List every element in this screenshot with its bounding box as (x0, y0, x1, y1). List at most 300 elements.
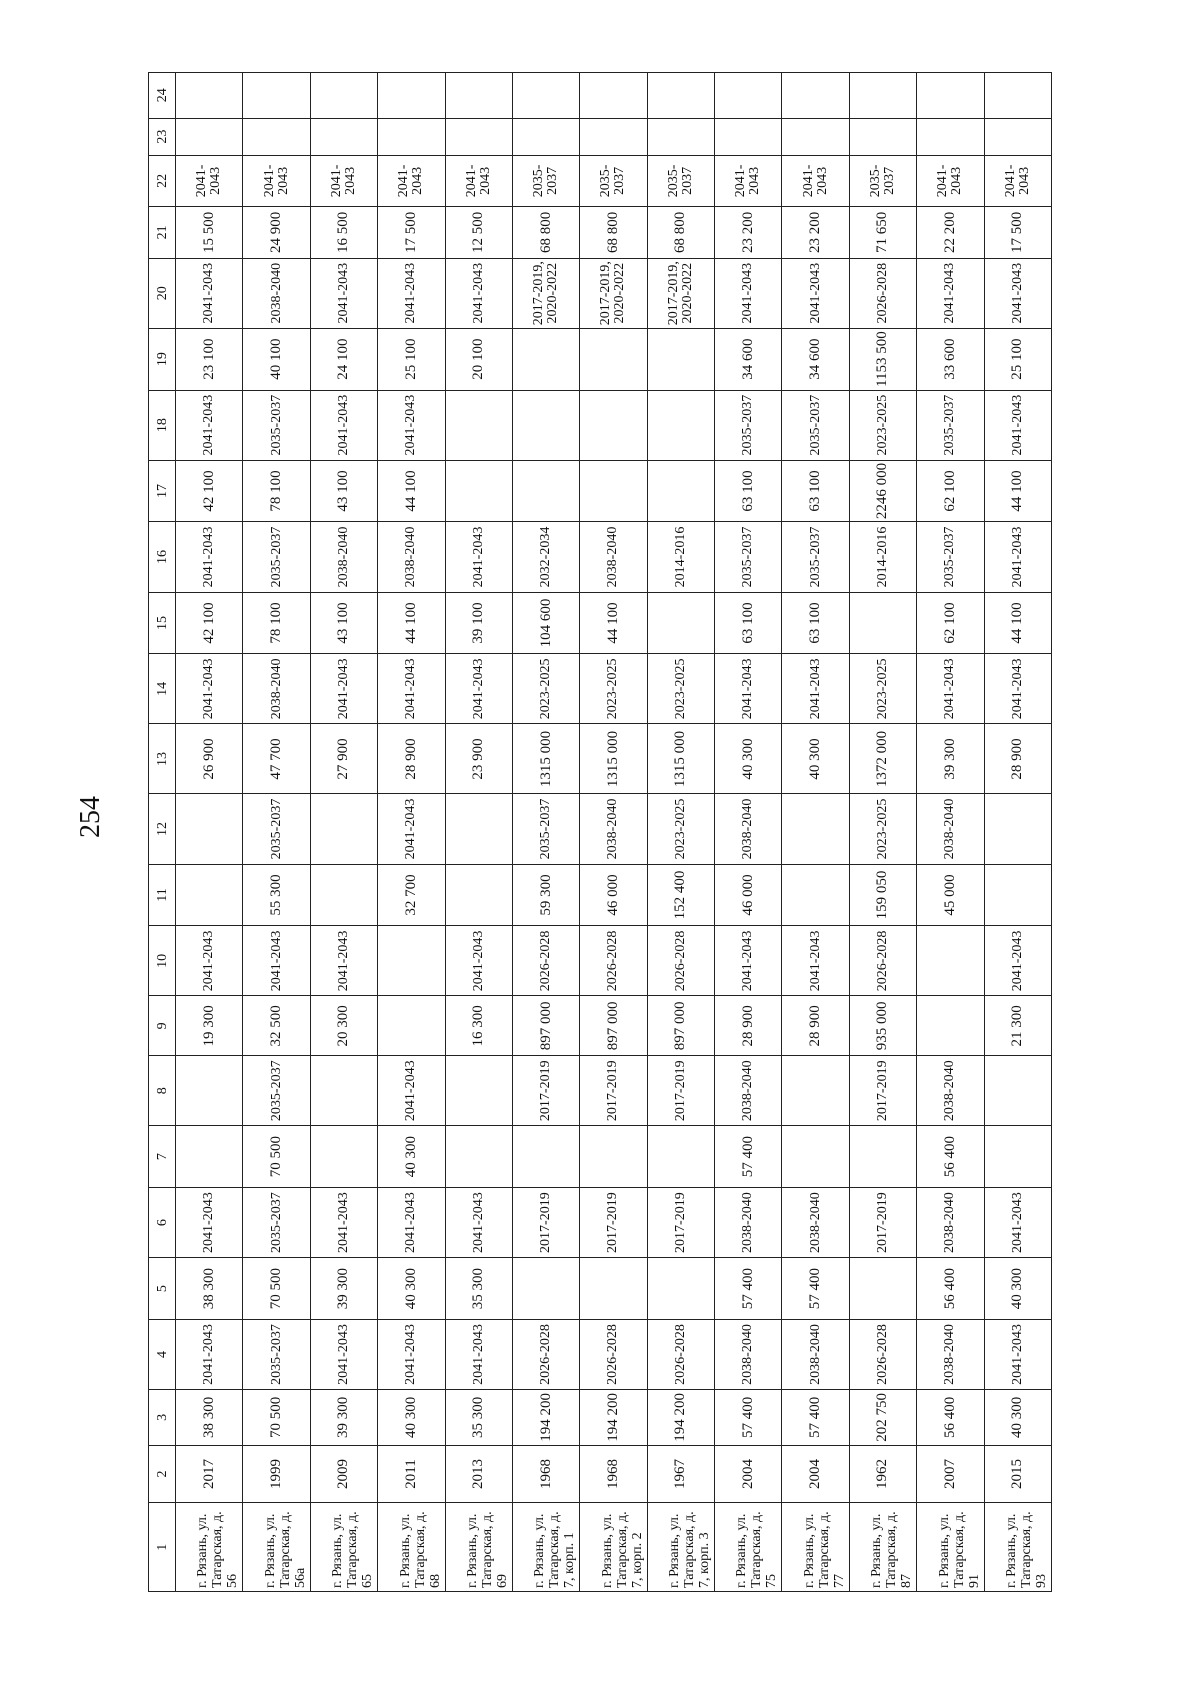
period-cell: 2032-2034 (512, 522, 579, 592)
value-cell: 78 100 (243, 592, 310, 654)
value-cell: 46 000 (580, 864, 647, 926)
period-cell (176, 794, 243, 864)
period-cell: 2041-2043 (984, 155, 1052, 207)
period-cell: 2038-2040 (580, 794, 647, 864)
period-cell: 2041-2043 (176, 1188, 243, 1258)
period-cell (849, 73, 916, 119)
period-cell: 2035-2037 (715, 390, 782, 460)
period-cell: 2017-2019, 2020-2022 (512, 258, 579, 328)
value-cell: 78 100 (243, 460, 310, 522)
period-cell: 2041-2043 (310, 155, 377, 207)
period-cell (512, 73, 579, 119)
period-cell: 2041-2043 (984, 522, 1052, 592)
address-cell: г. Рязань, ул. Татарская, д. 77 (782, 1503, 849, 1592)
period-cell: 2035-2037 (849, 155, 916, 207)
year-cell: 1967 (647, 1445, 714, 1503)
value-cell: 42 100 (176, 592, 243, 654)
value-cell: 44 100 (984, 592, 1052, 654)
period-cell: 2041-2043 (243, 926, 310, 996)
period-cell: 2026-2028 (580, 926, 647, 996)
value-cell: 57 400 (782, 1390, 849, 1446)
value-cell: 35 300 (445, 1390, 512, 1446)
value-cell: 44 100 (378, 592, 445, 654)
value-cell: 104 600 (512, 592, 579, 654)
period-cell: 2041-2043 (378, 1056, 445, 1126)
period-cell: 2017-2019 (580, 1188, 647, 1258)
period-cell: 2014-2016 (849, 522, 916, 592)
period-cell: 2041-2043 (782, 258, 849, 328)
value-cell: 43 100 (310, 460, 377, 522)
value-cell: 32 500 (243, 996, 310, 1056)
value-cell: 57 400 (782, 1258, 849, 1320)
value-cell: 12 500 (445, 207, 512, 259)
year-cell: 1999 (243, 1445, 310, 1503)
value-cell: 2246 000 (849, 460, 916, 522)
value-cell: 40 300 (378, 1258, 445, 1320)
period-cell: 2038-2040 (715, 1056, 782, 1126)
period-cell: 2035-2037 (580, 155, 647, 207)
value-cell: 62 100 (917, 592, 984, 654)
period-cell: 2041-2043 (445, 155, 512, 207)
value-cell: 32 700 (378, 864, 445, 926)
period-cell: 2035-2037 (917, 522, 984, 592)
period-cell: 2041-2043 (176, 390, 243, 460)
value-cell: 16 300 (445, 996, 512, 1056)
period-cell: 2026-2028 (849, 258, 916, 328)
period-cell (984, 794, 1052, 864)
value-cell (647, 1258, 714, 1320)
column-number-header: 21 (149, 207, 176, 259)
column-number-header: 9 (149, 996, 176, 1056)
column-number-row (149, 73, 176, 1592)
value-cell (512, 328, 579, 390)
value-cell: 55 300 (243, 864, 310, 926)
column-number-header: 1 (149, 1503, 176, 1592)
value-cell: 39 300 (310, 1390, 377, 1446)
period-cell: 2017-2019, 2020-2022 (580, 258, 647, 328)
period-cell: 2014-2016 (647, 522, 714, 592)
table-row (580, 73, 647, 1592)
period-cell: 2017-2019 (512, 1188, 579, 1258)
value-cell (176, 118, 243, 155)
value-cell (849, 592, 916, 654)
table-row (445, 73, 512, 1592)
value-cell: 194 200 (580, 1390, 647, 1446)
period-cell: 2041-2043 (715, 926, 782, 996)
value-cell: 17 500 (984, 207, 1052, 259)
value-cell: 20 300 (310, 996, 377, 1056)
year-cell: 2017 (176, 1445, 243, 1503)
value-cell: 40 300 (378, 1390, 445, 1446)
value-cell: 38 300 (176, 1390, 243, 1446)
period-cell (580, 73, 647, 119)
value-cell: 159 050 (849, 864, 916, 926)
value-cell: 20 100 (445, 328, 512, 390)
period-cell: 2017-2019 (580, 1056, 647, 1126)
year-cell: 2013 (445, 1445, 512, 1503)
column-number-header: 10 (149, 926, 176, 996)
period-cell: 2041-2043 (715, 155, 782, 207)
value-cell (782, 864, 849, 926)
value-cell (782, 118, 849, 155)
table-row (647, 73, 714, 1592)
period-cell: 2041-2043 (445, 1319, 512, 1389)
column-number-header: 11 (149, 864, 176, 926)
table-row (378, 73, 445, 1592)
address-cell: г. Рязань, ул. Татарская, д. 65 (310, 1503, 377, 1592)
value-cell (512, 1126, 579, 1188)
column-number-header: 5 (149, 1258, 176, 1320)
period-cell: 2041-2043 (310, 258, 377, 328)
period-cell: 2041-2043 (243, 155, 310, 207)
period-cell: 2041-2043 (445, 258, 512, 328)
value-cell: 23 900 (445, 724, 512, 794)
period-cell (243, 73, 310, 119)
value-cell: 23 200 (782, 207, 849, 259)
period-cell: 2026-2028 (512, 926, 579, 996)
table-row (243, 73, 310, 1592)
rotated-table-container (148, 72, 1052, 1592)
value-cell: 28 900 (984, 724, 1052, 794)
period-cell: 2023-2025 (849, 390, 916, 460)
value-cell: 63 100 (715, 592, 782, 654)
value-cell: 40 300 (984, 1390, 1052, 1446)
period-cell: 2041-2043 (176, 926, 243, 996)
period-cell: 2041-2043 (917, 654, 984, 724)
period-cell: 2038-2040 (917, 794, 984, 864)
column-number-header: 4 (149, 1319, 176, 1389)
period-cell: 2035-2037 (243, 794, 310, 864)
year-cell: 2004 (715, 1445, 782, 1503)
address-cell: г. Рязань, ул. Татарская, д. 7, корп. 3 (647, 1503, 714, 1592)
value-cell: 70 500 (243, 1126, 310, 1188)
value-cell: 28 900 (378, 724, 445, 794)
value-cell: 897 000 (580, 996, 647, 1056)
column-number-header: 24 (149, 73, 176, 119)
table-row (917, 73, 984, 1592)
period-cell: 2041-2043 (378, 390, 445, 460)
period-cell (782, 73, 849, 119)
period-cell: 2035-2037 (243, 522, 310, 592)
value-cell: 70 500 (243, 1390, 310, 1446)
value-cell: 70 500 (243, 1258, 310, 1320)
value-cell (849, 1126, 916, 1188)
period-cell: 2017-2019, 2020-2022 (647, 258, 714, 328)
value-cell (782, 1126, 849, 1188)
address-cell: г. Рязань, ул. Татарская, д. 75 (715, 1503, 782, 1592)
value-cell (512, 460, 579, 522)
address-cell: г. Рязань, ул. Татарская, д. 93 (984, 1503, 1052, 1592)
value-cell: 23 200 (715, 207, 782, 259)
address-cell: г. Рязань, ул. Татарская, д. 56 (176, 1503, 243, 1592)
period-cell: 2035-2037 (243, 1188, 310, 1258)
period-cell: 2023-2025 (512, 654, 579, 724)
period-cell: 2041-2043 (176, 654, 243, 724)
value-cell (310, 118, 377, 155)
value-cell: 24 100 (310, 328, 377, 390)
period-cell: 2035-2037 (243, 390, 310, 460)
period-cell (378, 926, 445, 996)
value-cell: 63 100 (782, 592, 849, 654)
period-cell: 2023-2025 (580, 654, 647, 724)
period-cell: 2041-2043 (310, 1319, 377, 1389)
period-cell: 2017-2019 (647, 1188, 714, 1258)
value-cell: 40 300 (782, 724, 849, 794)
period-cell (310, 794, 377, 864)
value-cell: 1315 000 (512, 724, 579, 794)
column-number-header: 23 (149, 118, 176, 155)
value-cell: 63 100 (715, 460, 782, 522)
year-cell: 2007 (917, 1445, 984, 1503)
year-cell: 2009 (310, 1445, 377, 1503)
period-cell: 2017-2019 (647, 1056, 714, 1126)
period-cell: 2041-2043 (984, 1319, 1052, 1389)
period-cell: 2041-2043 (782, 654, 849, 724)
period-cell: 2041-2043 (984, 654, 1052, 724)
value-cell: 56 400 (917, 1126, 984, 1188)
value-cell (984, 1126, 1052, 1188)
period-cell: 2041-2043 (445, 522, 512, 592)
value-cell (580, 1258, 647, 1320)
value-cell (512, 118, 579, 155)
table-row (984, 73, 1052, 1592)
value-cell: 68 800 (580, 207, 647, 259)
period-cell: 2041-2043 (917, 155, 984, 207)
value-cell: 39 100 (445, 592, 512, 654)
value-cell (984, 864, 1052, 926)
value-cell (715, 118, 782, 155)
value-cell: 1153 500 (849, 328, 916, 390)
period-cell: 2041-2043 (984, 1188, 1052, 1258)
column-number-header: 13 (149, 724, 176, 794)
period-cell (715, 73, 782, 119)
value-cell: 56 400 (917, 1390, 984, 1446)
value-cell (445, 118, 512, 155)
column-number-header: 18 (149, 390, 176, 460)
period-cell: 2038-2040 (243, 654, 310, 724)
value-cell: 57 400 (715, 1258, 782, 1320)
value-cell: 897 000 (647, 996, 714, 1056)
value-cell (580, 460, 647, 522)
period-cell (445, 1056, 512, 1126)
value-cell (647, 1126, 714, 1188)
period-cell: 2041-2043 (310, 390, 377, 460)
period-cell: 2023-2025 (647, 794, 714, 864)
column-number-header: 22 (149, 155, 176, 207)
period-cell: 2041-2043 (310, 926, 377, 996)
value-cell: 19 300 (176, 996, 243, 1056)
column-number-header: 19 (149, 328, 176, 390)
column-number-header: 16 (149, 522, 176, 592)
table-row (715, 73, 782, 1592)
value-cell: 68 800 (512, 207, 579, 259)
period-cell: 2038-2040 (378, 522, 445, 592)
period-cell: 2041-2043 (378, 258, 445, 328)
period-cell (445, 794, 512, 864)
address-cell: г. Рязань, ул. Татарская, д. 56а (243, 1503, 310, 1592)
period-cell (580, 390, 647, 460)
period-cell: 2035-2037 (512, 794, 579, 864)
value-cell (378, 118, 445, 155)
value-cell: 34 600 (715, 328, 782, 390)
period-cell: 2041-2043 (984, 926, 1052, 996)
value-cell: 33 600 (917, 328, 984, 390)
value-cell (984, 118, 1052, 155)
value-cell (580, 328, 647, 390)
period-cell: 2023-2025 (849, 794, 916, 864)
period-cell (647, 390, 714, 460)
period-cell: 2035-2037 (782, 522, 849, 592)
period-cell (782, 794, 849, 864)
value-cell (445, 460, 512, 522)
period-cell: 2035-2037 (647, 155, 714, 207)
period-cell: 2041-2043 (715, 258, 782, 328)
value-cell: 38 300 (176, 1258, 243, 1320)
year-cell: 2015 (984, 1445, 1052, 1503)
period-cell: 2041-2043 (782, 155, 849, 207)
period-cell (378, 73, 445, 119)
value-cell (917, 118, 984, 155)
period-cell: 2041-2043 (782, 926, 849, 996)
period-cell (176, 1056, 243, 1126)
period-cell: 2023-2025 (647, 654, 714, 724)
value-cell: 43 100 (310, 592, 377, 654)
period-cell (917, 926, 984, 996)
period-cell: 2038-2040 (917, 1188, 984, 1258)
column-number-header: 14 (149, 654, 176, 724)
column-number-header: 17 (149, 460, 176, 522)
column-number-header: 15 (149, 592, 176, 654)
period-cell: 2026-2028 (512, 1319, 579, 1389)
table-row (782, 73, 849, 1592)
value-cell: 21 300 (984, 996, 1052, 1056)
period-cell: 2026-2028 (849, 926, 916, 996)
column-number-header: 7 (149, 1126, 176, 1188)
period-cell: 2041-2043 (176, 522, 243, 592)
value-cell (243, 118, 310, 155)
period-cell: 2041-2043 (445, 926, 512, 996)
data-table (148, 72, 1052, 1592)
period-cell: 2041-2043 (310, 1188, 377, 1258)
period-cell (647, 73, 714, 119)
period-cell: 2038-2040 (917, 1319, 984, 1389)
period-cell: 2035-2037 (243, 1319, 310, 1389)
value-cell: 40 100 (243, 328, 310, 390)
value-cell (647, 328, 714, 390)
value-cell (849, 118, 916, 155)
value-cell: 56 400 (917, 1258, 984, 1320)
value-cell: 40 300 (715, 724, 782, 794)
period-cell: 2026-2028 (849, 1319, 916, 1389)
value-cell: 44 100 (580, 592, 647, 654)
period-cell (176, 73, 243, 119)
value-cell: 63 100 (782, 460, 849, 522)
period-cell: 2041-2043 (378, 1188, 445, 1258)
period-cell: 2038-2040 (310, 522, 377, 592)
period-cell: 2035-2037 (243, 1056, 310, 1126)
period-cell: 2038-2040 (243, 258, 310, 328)
period-cell: 2038-2040 (715, 1319, 782, 1389)
address-cell: г. Рязань, ул. Татарская, д. 68 (378, 1503, 445, 1592)
period-cell: 2041-2043 (176, 1319, 243, 1389)
period-cell: 2041-2043 (715, 654, 782, 724)
value-cell: 45 000 (917, 864, 984, 926)
period-cell: 2026-2028 (647, 926, 714, 996)
value-cell: 42 100 (176, 460, 243, 522)
table-row (512, 73, 579, 1592)
period-cell: 2017-2019 (849, 1056, 916, 1126)
period-cell: 2041-2043 (917, 258, 984, 328)
year-cell: 1968 (580, 1445, 647, 1503)
value-cell: 34 600 (782, 328, 849, 390)
period-cell: 2041-2043 (445, 1188, 512, 1258)
value-cell (917, 996, 984, 1056)
value-cell: 68 800 (647, 207, 714, 259)
period-cell: 2035-2037 (715, 522, 782, 592)
value-cell: 35 300 (445, 1258, 512, 1320)
table-row (310, 73, 377, 1592)
period-cell: 2026-2028 (580, 1319, 647, 1389)
period-cell: 2041-2043 (176, 155, 243, 207)
address-cell: г. Рязань, ул. Татарская, д. 69 (445, 1503, 512, 1592)
value-cell (512, 1258, 579, 1320)
value-cell: 16 500 (310, 207, 377, 259)
period-cell: 2038-2040 (715, 794, 782, 864)
address-cell: г. Рязань, ул. Татарская, д. 7, корп. 1 (512, 1503, 579, 1592)
address-cell: г. Рязань, ул. Татарская, д. 91 (917, 1503, 984, 1592)
year-cell: 2011 (378, 1445, 445, 1503)
value-cell (647, 118, 714, 155)
value-cell: 27 900 (310, 724, 377, 794)
value-cell: 28 900 (782, 996, 849, 1056)
value-cell: 47 700 (243, 724, 310, 794)
value-cell: 25 100 (378, 328, 445, 390)
period-cell (782, 1056, 849, 1126)
value-cell: 194 200 (647, 1390, 714, 1446)
column-number-header: 12 (149, 794, 176, 864)
column-number-header: 3 (149, 1390, 176, 1446)
period-cell: 2038-2040 (782, 1319, 849, 1389)
period-cell (310, 73, 377, 119)
period-cell: 2041-2043 (378, 794, 445, 864)
period-cell: 2017-2019 (849, 1188, 916, 1258)
value-cell: 17 500 (378, 207, 445, 259)
value-cell (310, 864, 377, 926)
period-cell (445, 390, 512, 460)
period-cell: 2038-2040 (782, 1188, 849, 1258)
period-cell (917, 73, 984, 119)
value-cell (580, 1126, 647, 1188)
period-cell: 2023-2025 (849, 654, 916, 724)
value-cell: 28 900 (715, 996, 782, 1056)
value-cell (176, 864, 243, 926)
period-cell: 2017-2019 (512, 1056, 579, 1126)
period-cell: 2041-2043 (445, 654, 512, 724)
value-cell: 897 000 (512, 996, 579, 1056)
value-cell (176, 1126, 243, 1188)
period-cell: 2041-2043 (378, 155, 445, 207)
value-cell: 26 900 (176, 724, 243, 794)
value-cell: 40 300 (378, 1126, 445, 1188)
value-cell (445, 1126, 512, 1188)
value-cell: 194 200 (512, 1390, 579, 1446)
year-cell: 1968 (512, 1445, 579, 1503)
value-cell: 39 300 (917, 724, 984, 794)
column-number-header: 6 (149, 1188, 176, 1258)
value-cell (580, 118, 647, 155)
period-cell (984, 73, 1052, 119)
value-cell: 44 100 (984, 460, 1052, 522)
